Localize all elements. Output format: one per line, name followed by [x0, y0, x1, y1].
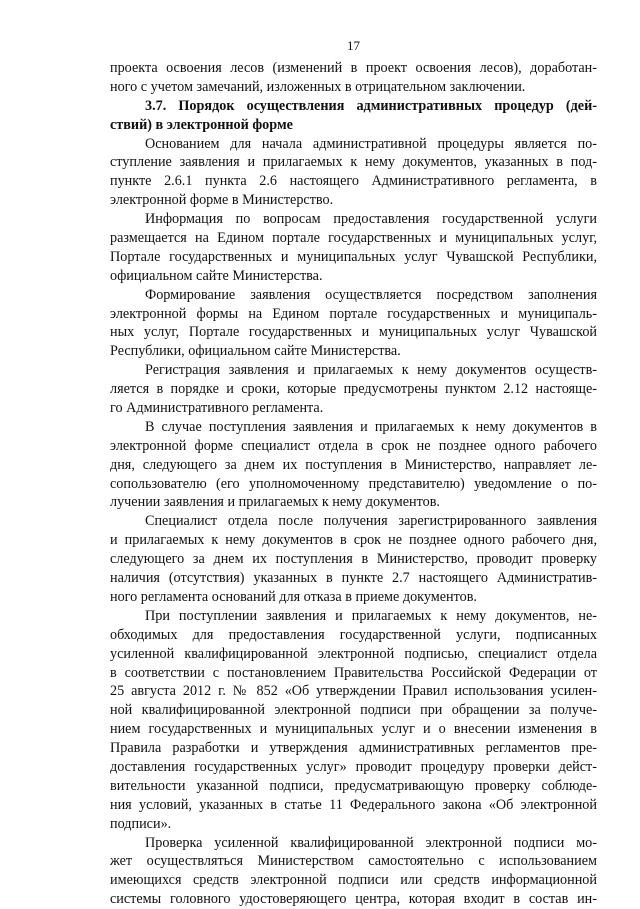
text-line: размещается на Едином портале государственных и муниципальных услуг, [110, 230, 597, 247]
text-line: пункте 2.6.1 пункта 2.6 настоящего Административного регламента, в [110, 173, 597, 190]
text-line: и прилагаемых к нему документов в срок не позднее одного рабочего дня, [110, 532, 597, 549]
text-line: следующего за днем их поступления в Министерство, проводит проверку [110, 551, 597, 568]
text-line: электронной формы на Едином портале государственных и муниципаль- [110, 305, 597, 322]
text-line: ступление заявления и прилагаемых к нему документов, указанных в под- [110, 154, 597, 171]
document-body [110, 59, 597, 909]
text-line: дня, следующего за днем их поступления в Министерство, направляет ле- [110, 456, 597, 473]
text-line: проекта освоения лесов (изменений в проект освоения лесов), доработан- [110, 60, 597, 76]
text-line: го Административного регламента. [110, 400, 324, 417]
text-line: нием государственных и муниципальных услуг и о внесении изменения в [110, 721, 597, 738]
text-line: подписи». [110, 815, 172, 832]
text-line: сопользователю (его уполномоченному представителю) уведомление о по- [110, 475, 597, 492]
text-line: Основанием для начала административной процедуры является по- [145, 135, 597, 152]
text-line: электронной форме в Министерство. [110, 192, 334, 209]
text-line: При поступлении заявления и прилагаемых к нему документов, не- [145, 607, 597, 624]
text-line: вительности указанной подписи, предусматривающую проверку соблюде- [110, 777, 597, 794]
text-line: электронной форме специалист отдела в срок не позднее одного рабочего [110, 437, 597, 454]
text-line: ной квалифицированной электронной подписи при обращении за получе- [110, 702, 597, 719]
section-heading-line: ствий) в электронной форме [110, 116, 293, 133]
text-line: Формирование заявления осуществляется посредством заполнения [145, 286, 597, 303]
section-heading-line: 3.7. Порядок осуществления административных процедур (дей- [145, 97, 597, 114]
text-line: усиленной квалифицированной электронной подписью, специалист отдела [110, 645, 597, 662]
text-line: наличия (отсутствия) указанных в пункте 2.7 настоящего Административ- [110, 570, 597, 587]
text-line: Проверка усиленной квалифицированной электронной подписи мо- [145, 834, 597, 851]
text-line: обходимых для предоставления государственной услуги, подписанных [110, 626, 597, 643]
text-line: ного регламента оснований для отказа в приеме документов. [110, 588, 477, 605]
text-line: Республики, официальном сайте Министерства. [110, 343, 401, 360]
text-line: лучении заявления и прилагаемых к нему документов. [110, 494, 440, 511]
page-number: 17 [347, 38, 360, 53]
text-line: имеющихся средств электронной подписи или средств информационной [110, 872, 597, 889]
text-line: ного с учетом замечаний, изложенных в отрицательном заключении. [110, 78, 526, 95]
text-line: В случае поступления заявления и прилагаемых к нему документов в [145, 418, 597, 435]
text-line: Информация по вопросам предоставления государственной услуги [145, 211, 597, 228]
text-line: Портале государственных и муниципальных услуг Чувашской Республики, [110, 248, 597, 265]
text-line: системы головного удостоверяющего центра, которая входит в состав ин- [110, 891, 597, 908]
text-line: ных услуг, Портале государственных и муниципальных услуг Чувашской [110, 324, 597, 341]
text-line: Специалист отдела после получения зарегистрированного заявления [145, 513, 597, 530]
text-line: Правила разработки и утверждения административных регламентов пре- [110, 740, 597, 757]
text-line: ляется в порядке и сроки, которые предусмотрены пунктом 2.12 настояще- [110, 381, 597, 398]
text-line: 25 августа 2012 г. № 852 «Об утверждении Правил использования усилен- [110, 683, 597, 700]
text-line: жет осуществляться Министерством самостоятельно с использованием [110, 853, 597, 870]
text-line: ния условий, указанных в статье 11 Федерального закона «Об электронной [110, 796, 597, 813]
text-line: Регистрация заявления и прилагаемых к нему документов осуществ- [145, 362, 597, 379]
text-line: в соответствии с постановлением Правительства Российской Федерации от [110, 664, 597, 681]
text-line: официальном сайте Министерства. [110, 267, 323, 284]
text-line: доставления государственных услуг» проводит процедуру проверки дейст- [110, 758, 597, 775]
